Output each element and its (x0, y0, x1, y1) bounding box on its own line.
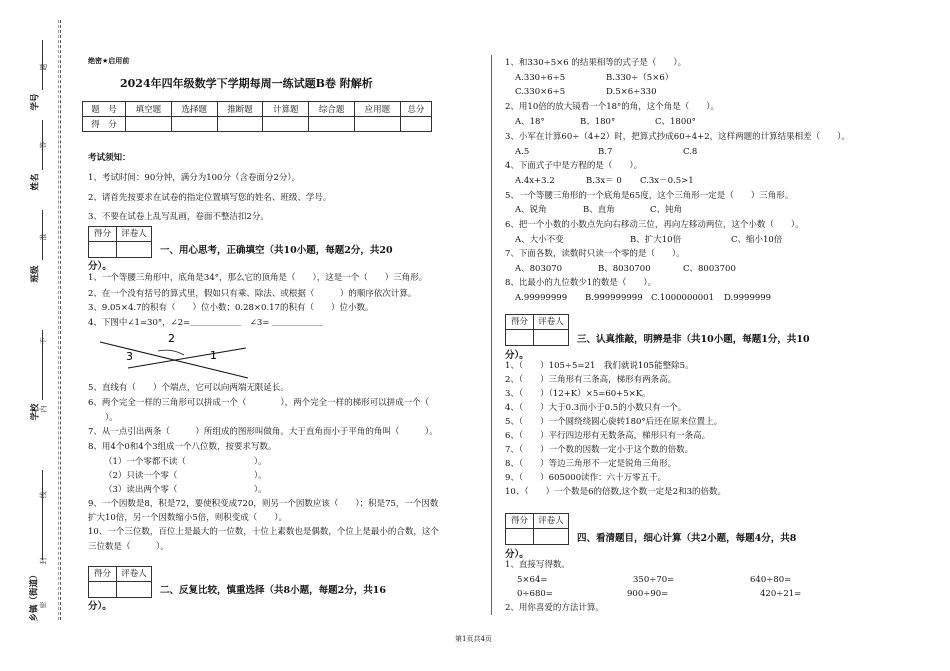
score-table-header: 计算题 (263, 102, 309, 117)
option: B、扩大10倍 (630, 235, 682, 245)
column-divider (491, 55, 492, 615)
score-cell[interactable] (354, 117, 400, 132)
question-4-1: 1、直接写得数。 (505, 560, 570, 570)
score-table (82, 101, 432, 132)
question-1-10: 10、一个三位数，百位上是最大的一位数，十位上素数也是偶数，个位上是最小的合数，这个 (88, 527, 439, 537)
score-table-header: 填空题 (126, 102, 172, 117)
name-label: 姓名 (30, 173, 41, 191)
secret-mark: 绝密★启用前 (88, 57, 130, 65)
option: A、大小不变 (515, 235, 564, 245)
angle-label-3: 3 (126, 350, 133, 363)
calc-item: 900÷90= (627, 589, 669, 599)
option: A.5 (515, 147, 530, 157)
score-cell[interactable] (309, 117, 355, 132)
option: C.8 (683, 147, 698, 157)
judge-item: 4、（ ）大于0.3而小于0.5的小数只有一个。 (505, 403, 687, 413)
score-cell[interactable] (217, 117, 263, 132)
seal-char: 封 (39, 557, 48, 565)
grader-box (88, 566, 152, 598)
class-label: 班级 (30, 265, 41, 283)
question-1-6: 6、两个完全一样的三角形可以拼成一个（ ），两个完全一样的梯形可以拼成一个（ (88, 398, 430, 408)
section-2-title-cont: 分）。 (88, 601, 112, 612)
seal-char: 题 (39, 63, 48, 71)
grader-score-label: 得分 (506, 514, 534, 528)
question-2-2: 2、用10倍的放大镜看一个18°的角，这个角是（ ）。 (505, 102, 720, 112)
calc-item: 5×64= (517, 575, 548, 585)
calc-item: 420÷21= (760, 589, 802, 599)
seal-char: 密 (39, 601, 48, 609)
question-1-8-item: （1）一个零都不读（ ）。 (104, 457, 267, 467)
question-2-1: 1、和330÷5×6 的结果相等的式子是（ ）。 (505, 58, 687, 68)
option: C.1000000001 (651, 293, 714, 303)
calc-item: 0÷680= (517, 589, 553, 599)
grader-reviewer-label: 评卷人 (538, 516, 564, 526)
grader-box (88, 226, 152, 258)
score-row-label: 得 分 (83, 117, 126, 132)
school-label: 学校 (30, 403, 41, 421)
binding-dashed-line (60, 20, 61, 620)
question-1-8-item: （3）读出两个零（ ）。 (104, 485, 267, 495)
notice-item: 1、考试时间：90分钟，满分为100分（含卷面分2分）。 (88, 173, 301, 183)
grader-score-label: 得分 (506, 315, 534, 329)
question-1-8-item: （2）只读一个零（ ）。 (104, 471, 267, 481)
question-4-2: 2、用你喜爱的方法计算。 (505, 603, 604, 613)
grader-reviewer-label: 评卷人 (121, 569, 147, 579)
option: B.999999999 (585, 293, 643, 303)
score-cell[interactable] (171, 117, 217, 132)
notice-item: 2、请首先按要求在试卷的指定位置填写您的姓名、班级、学号。 (88, 193, 332, 203)
option: B、180° (580, 117, 616, 127)
judge-item: 5、（ ）一个圆绕绕圆心旋转180°后还在原来位置上。 (505, 417, 723, 427)
question-1-10-cont: 三位数是（ ）。 (88, 542, 169, 552)
option: C.3x－0.5>1 (640, 176, 694, 186)
option: C、8003700 (683, 264, 736, 274)
grader-box (505, 314, 569, 346)
angle-label-2: 2 (168, 332, 175, 345)
question-1-4: 4、下图中∠1=30°，∠2=＿＿＿＿＿＿ ∠3= ＿＿＿＿＿＿ (88, 318, 324, 328)
section-1-title: 一、用心思考，正确填空（共10小题，每题2分，共20 (160, 245, 393, 256)
option: C、缩小10倍 (731, 235, 783, 245)
student-id-label: 学号 (30, 93, 41, 111)
option: A、18° (515, 117, 545, 127)
judge-item: 1、（ ）105÷5=21 我们就说105能整除5。 (505, 361, 694, 371)
question-2-7: 7、下面各数，读数时只读一个零的是（ ）。 (505, 249, 685, 259)
angle-line (128, 348, 246, 368)
calc-item: 640÷80= (750, 575, 792, 585)
question-1-2: 2、在一个没有括号的算式里，假如只有乘、除法、或根据（ ）的顺序依次计算。 (88, 289, 417, 299)
option: B、直角 (583, 205, 615, 215)
question-1-6-cont: ）。 (88, 413, 118, 423)
judge-item: 7、（ ）一个数的因数一定小于这个数的倍数。 (505, 445, 694, 455)
notice-item: 3、不要在试卷上乱写乱画，卷面不整洁扣2分。 (88, 212, 269, 222)
question-1-1: 1、一个等腰三角形中，底角是34°，那么它的顶角是（ ），这是一个（ ）三角形。 (88, 273, 428, 283)
angle-label-1: 1 (210, 349, 217, 362)
question-2-3: 3、小军在计算60÷（4+2）时，把算式抄成60÷4+2，这样两题的计算结果相差（ ）。 (505, 132, 850, 142)
score-table-header: 总分 (400, 102, 431, 117)
grader-score-label: 得分 (89, 567, 117, 581)
score-table-header: 综合题 (309, 102, 355, 117)
judge-item: 6、（ ）平行四边形有无数条高，梯形只有一条高。 (505, 431, 711, 441)
section-1-title-cont: 分）。 (88, 261, 112, 272)
angle-arc (158, 350, 184, 355)
question-1-9: 9、一个因数是8，积是72，要使积变成720，则另一个因数应该（ ）；积是75，一个因数 (88, 499, 439, 509)
section-3-title: 三、认真推敲，明辨是非（共10小题，每题1分，共10 (577, 334, 810, 345)
question-1-9-cont: 扩大10倍，另一个因数缩小5倍，则积变成（ ）。 (88, 513, 287, 523)
option: B.7 (598, 147, 613, 157)
option: A、锐角 (515, 205, 547, 215)
question-1-7: 7、从一点引出两条（ ）所组成的图形叫做角。大于直角而小于平角的角叫（ ）。 (88, 427, 438, 437)
township-field[interactable] (42, 470, 43, 560)
score-table-header: 题 号 (83, 102, 126, 117)
option: A、803070 (515, 264, 563, 274)
option: D.9999999 (724, 293, 772, 303)
option: B.3x＝ 0 (586, 176, 622, 186)
judge-item: 8、（ ）等边三角形不一定是锐角三角形。 (505, 459, 677, 469)
question-2-8: 8、比最小的九位数少1的数是（ ）。 (505, 278, 657, 288)
seal-char: 准 (39, 233, 48, 241)
grader-score-label: 得分 (89, 227, 117, 241)
section-4-title: 四、看清题目，细心计算（共2小题，每题4分，共8 (577, 533, 797, 544)
option: C、1800° (655, 117, 696, 127)
option: B.330÷（5×6） (606, 73, 674, 83)
score-cell[interactable] (400, 117, 431, 132)
judge-item: 2、（ ）三角形有三条高，梯形有两条高。 (505, 375, 677, 385)
section-3-title-cont: 分）。 (505, 350, 529, 361)
grader-reviewer-label: 评卷人 (121, 229, 147, 239)
calc-item: 350÷70= (633, 575, 675, 585)
notice-title: 考试须知： (88, 153, 131, 163)
seal-char: 线 (39, 491, 48, 499)
question-2-5: 5、一个等腰三角形的一个底角是65度，这个三角形一定是（ ）三角形。 (505, 191, 794, 201)
option: A.330÷6÷5 (515, 73, 566, 83)
question-1-3: 3、9.05×4.7的积有（ ）位小数；0.28×0.17的积有（ ）位小数。 (88, 303, 374, 313)
score-cell[interactable] (126, 117, 172, 132)
grader-reviewer-label: 评卷人 (538, 317, 564, 327)
option: D.5×6÷330 (606, 87, 657, 97)
township-label: 乡镇（街道） (29, 570, 40, 622)
option: A.99999999 (515, 293, 568, 303)
option: B、8030700 (598, 264, 651, 274)
seal-char: 内 (39, 405, 48, 413)
question-1-8: 8、用4个0和4个3组成一个八位数，按要求写数。 (88, 442, 277, 452)
page-title: 2024年四年级数学下学期每周一练试题B卷 附解析 (120, 77, 373, 90)
score-cell[interactable] (263, 117, 309, 132)
score-table-header: 选择题 (171, 102, 217, 117)
question-1-5: 5、直线有（ ）个端点，它可以向两端无限延长。 (88, 383, 289, 393)
score-table-header: 应用题 (354, 102, 400, 117)
question-2-6: 6、把一个小数的小数点先向右移动三位，再向左移动两位，这个小数（ ）。 (505, 220, 804, 230)
option: C、钝角 (650, 205, 683, 215)
option: C.330×6÷5 (515, 87, 566, 97)
question-2-4: 4、下面式子中是方程的是（ ）。 (505, 161, 643, 171)
score-table-header: 推断题 (217, 102, 263, 117)
option: A.4x+3.2 (515, 176, 555, 186)
judge-item: 10、（ ）一个数是6的倍数,这个数一定是2和3的倍数。 (505, 487, 726, 497)
judge-item: 9、（ ）605000读作：六十万零五千。 (505, 473, 667, 483)
judge-item: 3、（ ）（12+K）×5=60+5×K。 (505, 389, 651, 399)
angle-figure (98, 330, 258, 382)
grader-box (505, 513, 569, 545)
seal-char: 答 (39, 141, 48, 149)
section-2-title: 二、反复比较，慎重选择（共8小题，每题2分，共16 (160, 585, 386, 596)
binding-dashed-line (58, 20, 59, 620)
page-number: 第1页共4页 (455, 635, 492, 643)
section-4-title-cont: 分）。 (505, 549, 529, 560)
seal-char: 不 (39, 337, 48, 345)
